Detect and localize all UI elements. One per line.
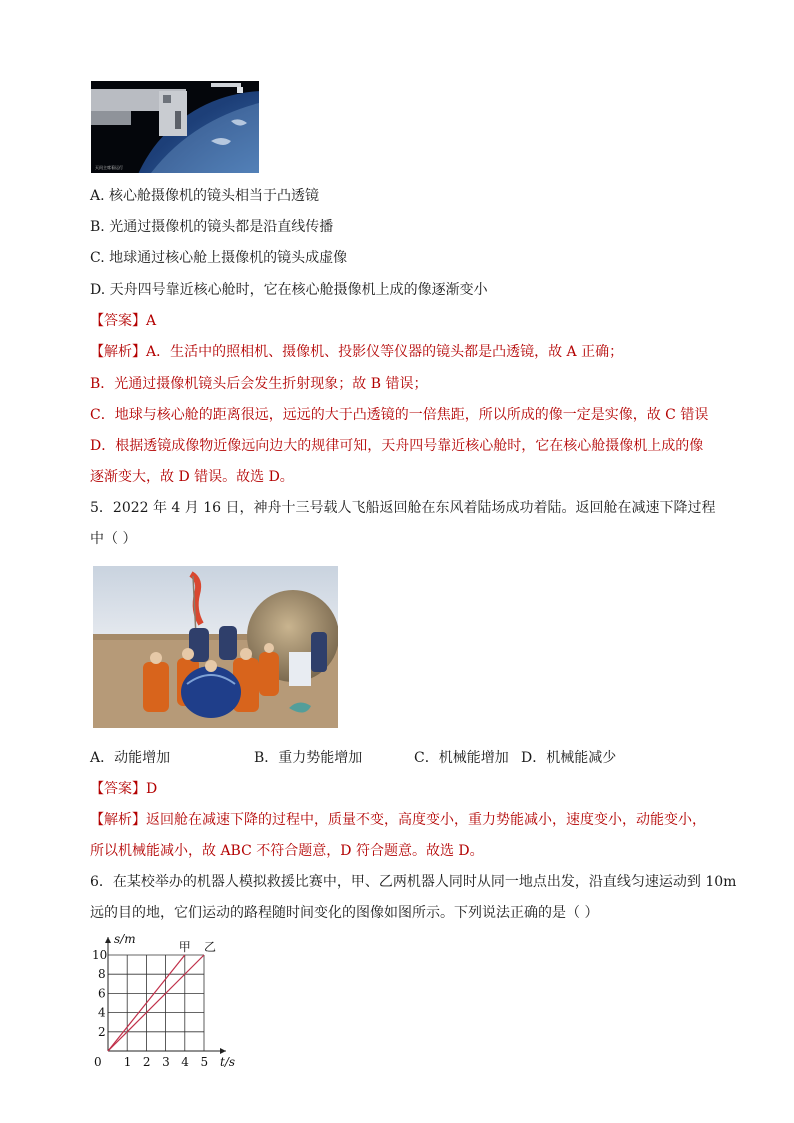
q4-analysis-line-5: 逐渐变大，故 D 错误。故选 D。 bbox=[90, 469, 294, 485]
answer-value: A bbox=[146, 313, 157, 329]
q4-analysis-line-3: C．地球与核心舱的距离很远，远远的大于凸透镜的一倍焦距，所以所成的像一定是实像，故 C 错误 bbox=[90, 407, 709, 423]
analysis-text: 返回舱在减速下降的过程中，质量不变，高度变小，重力势能减小，速度变小，动能变小， bbox=[146, 812, 706, 828]
photo-caption: 天问主席看运行 bbox=[95, 165, 123, 170]
q4-analysis-line-1 bbox=[90, 342, 623, 362]
series-label: 甲 bbox=[178, 940, 191, 954]
space-station-photo bbox=[91, 81, 259, 173]
x-tick-label: 3 bbox=[162, 1055, 170, 1069]
y-tick-label: 8 bbox=[98, 967, 106, 982]
x-tick-label: 4 bbox=[181, 1055, 189, 1069]
q4-option-b: B. 光通过摄像机的镜头都是沿直线传播 bbox=[90, 219, 334, 235]
q6-stem-line-1: 6．在某校举办的机器人模拟救援比赛中，甲、乙两机器人同时从同一地点出发，沿直线匀速运动到 10m bbox=[90, 874, 737, 890]
space-station-illustration bbox=[91, 81, 259, 173]
q4-option-d: D. 天舟四号靠近核心舱时，它在核心舱摄像机上成的像逐渐变小 bbox=[90, 282, 488, 298]
q5-option-c: C．机械能增加 bbox=[414, 750, 509, 766]
q5-analysis-line-2: 所以机械能减小，故 ABC 不符合题意，D 符合题意。故选 D。 bbox=[90, 843, 484, 859]
series-label: 乙 bbox=[204, 940, 217, 954]
y-axis-label: s/m bbox=[114, 934, 136, 946]
q5-stem-line-2: 中（ ） bbox=[90, 531, 137, 547]
distance-time-chart bbox=[90, 934, 250, 1074]
x-tick-label: 5 bbox=[200, 1055, 209, 1069]
q4-option-a: A. 核心舱摄像机的镜头相当于凸透镜 bbox=[90, 188, 320, 204]
x-tick-label: 2 bbox=[142, 1055, 151, 1069]
q6-stem-line-2: 远的目的地，它们运动的路程随时间变化的图像如图所示。下列说法正确的是（ ） bbox=[90, 905, 599, 921]
analysis-text: A．生活中的照相机、摄像机、投影仪等仪器的镜头都是凸透镜，故 A 正确； bbox=[146, 344, 624, 360]
series-line bbox=[108, 955, 204, 1051]
x-axis-arrow bbox=[220, 1048, 226, 1054]
analysis-tag: 【解析】 bbox=[90, 812, 146, 828]
y-tick-label: 6 bbox=[98, 986, 106, 1001]
landing-site-photo bbox=[93, 566, 338, 728]
analysis-tag: 【解析】 bbox=[90, 344, 146, 360]
y-tick-label: 4 bbox=[98, 1005, 106, 1020]
y-axis-arrow bbox=[105, 937, 111, 943]
landing-site-illustration bbox=[93, 566, 338, 728]
q5-answer bbox=[90, 779, 157, 799]
q5-analysis-line-1 bbox=[90, 810, 706, 830]
x-axis-label: t/s bbox=[220, 1055, 236, 1069]
q5-option-a: A．动能增加 bbox=[90, 750, 171, 766]
y-tick-label: 10 bbox=[92, 948, 108, 962]
q5-option-d: D．机械能减少 bbox=[521, 750, 617, 766]
q4-analysis-line-2: B．光通过摄像机镜头后会发生折射现象；故 B 错误； bbox=[90, 376, 428, 392]
q4-answer bbox=[90, 311, 156, 331]
x-tick-label: 0 bbox=[94, 1055, 102, 1069]
answer-tag: 【答案】 bbox=[90, 781, 146, 797]
x-tick-label: 1 bbox=[123, 1055, 132, 1069]
answer-value: D bbox=[146, 781, 158, 797]
q4-option-c: C. 地球通过核心舱上摄像机的镜头成虚像 bbox=[90, 250, 348, 266]
q5-stem-line-1: 5．2022 年 4 月 16 日，神舟十三号载人飞船返回舱在东风着陆场成功着陆。返回舱在减速下降过程 bbox=[90, 500, 716, 516]
answer-tag: 【答案】 bbox=[90, 313, 146, 329]
q5-option-b: B．重力势能增加 bbox=[254, 750, 363, 766]
q4-analysis-line-4: D．根据透镜成像物近像远向边大的规律可知，天舟四号靠近核心舱时，它在核心舱摄像机上成的像 bbox=[90, 438, 704, 454]
y-tick-label: 2 bbox=[98, 1024, 106, 1039]
